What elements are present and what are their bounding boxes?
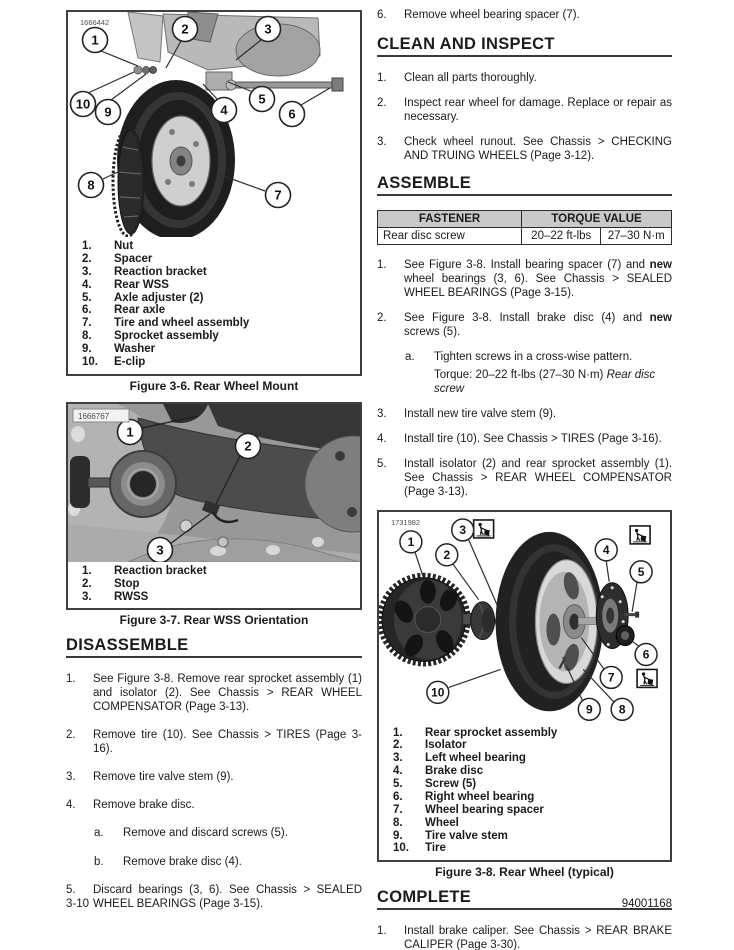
callout-10: [427, 682, 449, 704]
legend-item: 8. Sprocket assembly: [82, 330, 219, 343]
callout-8: [79, 173, 104, 198]
callout-1: [83, 28, 108, 53]
photo-id: 1666442: [80, 18, 110, 27]
legend-item: 1. Rear sprocket assembly: [393, 726, 558, 739]
fastener-header: FASTENER: [378, 211, 522, 228]
callout-2: [436, 544, 458, 566]
svg-text:2: 2: [181, 21, 189, 37]
legend-item: 6. Rear axle: [82, 304, 166, 317]
tire-and-rim: [496, 532, 613, 711]
discard-icon: [637, 670, 657, 688]
legend-item: 3. Left wheel bearing: [393, 752, 526, 765]
page-number: 3-10: [66, 898, 90, 910]
svg-text:3: 3: [459, 523, 467, 538]
svg-text:2: 2: [244, 438, 252, 454]
photo-id-plate: [73, 409, 129, 422]
svg-text:7: 7: [274, 187, 282, 203]
callout-7: [600, 667, 622, 689]
callout-9: [578, 699, 600, 721]
figure-3-6-caption: Figure 3-6. Rear Wheel Mount: [129, 378, 299, 393]
figure-3-7-diagram: [68, 404, 360, 562]
svg-text:9: 9: [585, 702, 593, 717]
photo-id: 1666767: [78, 411, 110, 421]
torque-nm-cell: 27–30 N·m: [601, 228, 672, 245]
axle-boss: [70, 451, 176, 517]
callout-1: [118, 419, 143, 444]
clean-step-3: 3. Check wheel runout. See Chassis > CHECKING AND TRUING WHEELS (Page 3-12).: [377, 136, 672, 163]
figure-3-8-caption: Figure 3-8. Rear Wheel (typical): [435, 865, 614, 880]
left-column: [66, 0, 362, 925]
callout-4: [595, 539, 617, 561]
clean-step-2: 2. Inspect rear wheel for damage. Replace or repair as necessary.: [377, 97, 672, 124]
assemble-step-2: 2. See Figure 3-8. Install brake disc (4) and new screws (5).: [377, 312, 672, 339]
figure-3-7-box: [66, 402, 362, 611]
disassemble-step-5: 5. Discard bearings (3, 6). See Chassis > SEALED WHEEL BEARINGS (Page 3-15).: [66, 883, 362, 910]
legend-item: 7. Wheel bearing spacer: [393, 803, 544, 816]
torque-table: [377, 210, 672, 245]
right-column: [377, 0, 672, 950]
assemble-step-1: 1. See Figure 3-8. Install bearing spacer (7) and new wheel bearings (3, 6). See Chassis > SEALED WHEEL BEARINGS (Page 3-15).: [377, 259, 672, 300]
callout-9: [96, 100, 121, 125]
disassemble-step-2: 2. Remove tire (10). See Chassis > TIRES (Page 3-16).: [66, 729, 362, 756]
svg-text:7: 7: [607, 670, 615, 685]
sprocket: [113, 128, 144, 236]
callout-10: [71, 92, 96, 117]
callout-1: [400, 531, 422, 553]
fastener-cell: Rear disc screw: [378, 228, 522, 245]
torque-spec-line: Torque: 20–22 ft-lbs (27–30 N·m) Rear disc screw: [434, 369, 656, 396]
svg-text:2: 2: [443, 548, 451, 563]
svg-text:1: 1: [407, 535, 415, 550]
disassemble-step-4a: a. Remove and discard screws (5).: [94, 827, 288, 840]
figure-3-8-block: [377, 510, 672, 879]
assemble-step-4: 4. Install tire (10). See Chassis > TIRES (Page 3-16).: [377, 433, 662, 446]
legend-item: 2. Stop: [82, 577, 140, 590]
legend-item: 3. Reaction bracket: [82, 265, 207, 278]
legend-item: 6. Right wheel bearing: [393, 790, 535, 803]
torque-table-row: [378, 228, 672, 245]
svg-text:5: 5: [637, 565, 645, 580]
clean-step-1: 1. Clean all parts thoroughly.: [377, 72, 537, 85]
legend-item: 10. Tire: [393, 842, 446, 855]
legend-item: 7. Tire and wheel assembly: [82, 317, 250, 330]
svg-text:1: 1: [91, 32, 99, 48]
document-number: 94001168: [621, 898, 672, 910]
callout-5: [250, 87, 275, 112]
svg-text:4: 4: [602, 543, 610, 558]
callout-8: [611, 699, 633, 721]
figure-3-7-block: [66, 402, 362, 628]
torque-ftlbs-cell: 20–22 ft-lbs: [522, 228, 601, 245]
svg-text:9: 9: [104, 104, 112, 120]
callout-7: [266, 183, 291, 208]
legend-item: 2. Spacer: [82, 252, 153, 265]
callout-2: [173, 17, 198, 42]
figure-3-6-diagram: [68, 12, 360, 237]
figure-3-7-legend: [68, 562, 360, 609]
assemble-heading: ASSEMBLE: [377, 174, 672, 196]
legend-item: 3. RWSS: [82, 590, 149, 603]
disassemble-step-4: 4. Remove brake disc.: [66, 799, 195, 812]
disassemble-step-6: 6. Remove wheel bearing spacer (7).: [377, 9, 580, 21]
legend-item: 4. Rear WSS: [82, 278, 169, 291]
legend-item: 2. Isolator: [393, 739, 467, 752]
callout-3: [148, 537, 173, 562]
callout-5: [630, 561, 652, 583]
svg-text:8: 8: [87, 177, 95, 193]
callout-3: [256, 17, 281, 42]
assemble-step-2a: a. Tighten screws in a cross-wise pattern.: [405, 351, 633, 364]
figure-3-8-box: [377, 510, 672, 862]
figure-3-8-diagram: [379, 512, 670, 723]
sprocket-assembly: [380, 576, 469, 665]
disassemble-step-4b: b. Remove brake disc (4).: [94, 855, 242, 868]
callout-6: [280, 102, 305, 127]
svg-text:8: 8: [618, 702, 626, 717]
clean-inspect-heading: CLEAN AND INSPECT: [377, 35, 672, 57]
legend-item: 9. Washer: [82, 343, 156, 355]
legend-item: 5. Axle adjuster (2): [82, 291, 204, 304]
svg-text:4: 4: [220, 102, 228, 118]
torque-value-header: TORQUE VALUE: [522, 211, 672, 228]
discard-icon: [630, 526, 650, 544]
legend-item: 10. E-clip: [82, 355, 146, 368]
svg-text:3: 3: [156, 542, 164, 558]
assemble-step-5: 5. Install isolator (2) and rear sprocket assembly (1). See Chassis > REAR WHEEL COMPENSATOR (Page 3-13).: [377, 458, 672, 499]
discard-icon: [474, 520, 494, 538]
legend-item: 9. Tire valve stem: [393, 829, 508, 842]
legend-item: 4. Brake disc: [393, 765, 484, 778]
svg-text:10: 10: [75, 96, 91, 112]
legend-item: 1. Reaction bracket: [82, 564, 207, 577]
callout-6: [635, 644, 657, 666]
assemble-step-3: 3. Install new tire valve stem (9).: [377, 408, 557, 421]
disassemble-step-3: 3. Remove tire valve stem (9).: [66, 771, 234, 784]
callout-3: [452, 519, 474, 541]
figure-3-8-legend: [379, 724, 670, 861]
figure-3-6-block: [66, 10, 362, 393]
torque-table-header: [378, 211, 672, 228]
svg-text:6: 6: [642, 647, 650, 662]
figure-3-6-box: [66, 10, 362, 376]
legend-item: 5. Screw (5): [393, 778, 477, 791]
complete-heading: COMPLETE: [377, 888, 672, 910]
figure-3-6-legend: [68, 237, 360, 374]
legend-item: 1. Nut: [82, 240, 134, 252]
complete-step-1: 1. Install brake caliper. See Chassis > REAR BRAKE CALIPER (Page 3-30).: [377, 925, 672, 950]
callout-2: [236, 433, 261, 458]
svg-text:10: 10: [431, 685, 445, 700]
svg-text:5: 5: [258, 91, 266, 107]
photo-id: 1731982: [390, 518, 421, 528]
legend-item: 8. Wheel: [393, 816, 459, 829]
svg-text:1: 1: [126, 424, 134, 440]
disassemble-step-1: 1. See Figure 3-8. Remove rear sprocket assembly (1) and isolator (2). See Chassis > REAR WHEEL COMPENSATOR (Page 3-13).: [66, 673, 362, 714]
disassemble-heading: DISASSEMBLE: [66, 636, 362, 658]
callout-4: [212, 98, 237, 123]
figure-3-7-caption: Figure 3-7. Rear WSS Orientation: [119, 613, 309, 628]
svg-text:3: 3: [264, 21, 272, 37]
swingarm-assembly: [128, 12, 320, 76]
svg-text:6: 6: [288, 106, 296, 122]
